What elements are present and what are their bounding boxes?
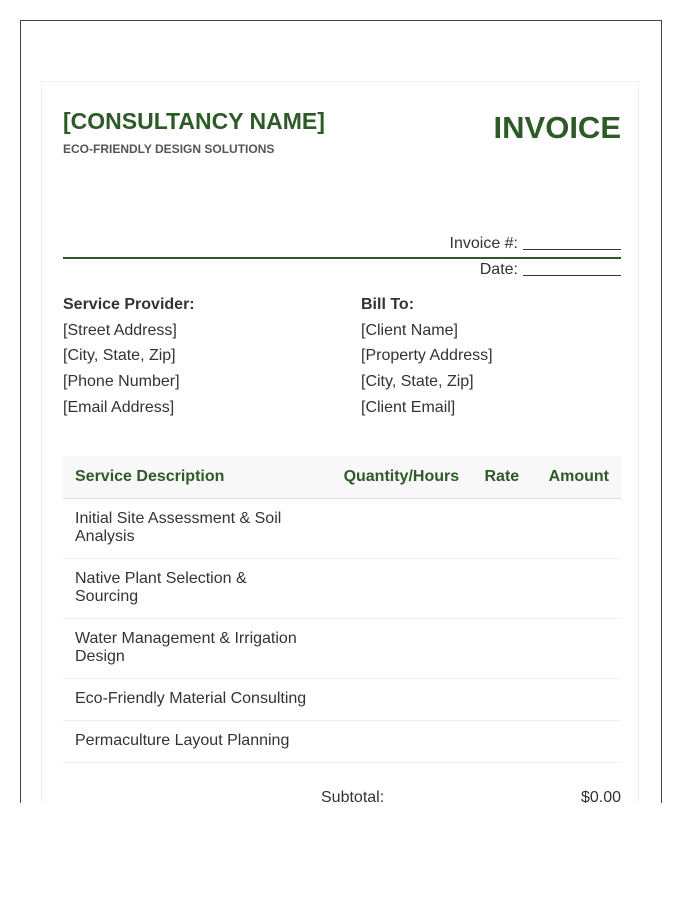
provider-email: [Email Address] [63,398,175,416]
service-amount [533,559,621,619]
service-rate [471,721,532,763]
header-amount: Amount [533,456,621,499]
header-rate: Rate [471,456,532,499]
invoice-number-label: Invoice #: [449,235,518,252]
service-amount [533,679,621,721]
table-row [63,721,621,763]
invoice-title: INVOICE [493,110,621,145]
invoice-date-label: Date: [479,261,518,278]
service-amount [533,499,621,559]
service-amount [533,619,621,679]
service-rate [471,619,532,679]
subtotal-value: $0.00 [580,789,621,803]
service-quantity [325,679,471,721]
service-description: Native Plant Selection & Sourcing [63,559,325,619]
service-rate [471,559,532,619]
invoice-document [41,81,639,803]
company-name: [CONSULTANCY NAME] [63,108,325,134]
service-description: Initial Site Assessment & Soil Analysis [63,499,325,559]
service-provider-label: Service Provider: [63,296,195,313]
provider-phone: [Phone Number] [63,373,180,391]
service-amount [533,721,621,763]
table-row [63,559,621,619]
provider-street: [Street Address] [63,321,177,339]
company-tagline: ECO-FRIENDLY DESIGN SOLUTIONS [63,142,275,156]
table-row [63,679,621,721]
table-header-row [63,456,621,499]
header-quantity-hours: Quantity/Hours [325,456,471,499]
client-email: [Client Email] [361,398,456,416]
client-city: [City, State, Zip] [361,373,474,391]
service-quantity [325,499,471,559]
document-viewport [20,20,662,803]
table-row [63,499,621,559]
services-table [63,456,621,763]
client-property-address: [Property Address] [361,347,493,365]
service-rate [471,679,532,721]
table-row [63,619,621,679]
service-quantity [325,619,471,679]
header-divider [63,257,621,259]
service-rate [471,499,532,559]
service-quantity [325,721,471,763]
client-name: [Client Name] [361,321,458,339]
service-description: Water Management & Irrigation Design [63,619,325,679]
invoice-date-row [480,261,621,279]
header-service-description: Service Description [63,456,325,499]
service-description: Eco-Friendly Material Consulting [63,679,325,721]
bill-to-label: Bill To: [361,296,415,313]
service-quantity [325,559,471,619]
invoice-number-row [450,235,621,253]
bill-to-block [361,292,493,421]
service-description: Permaculture Layout Planning [63,721,325,763]
invoice-date-field[interactable] [523,274,621,276]
invoice-number-field[interactable] [523,248,621,250]
provider-city: [City, State, Zip] [63,347,176,365]
subtotal-label: Subtotal: [321,789,385,803]
service-provider-block [63,292,195,421]
